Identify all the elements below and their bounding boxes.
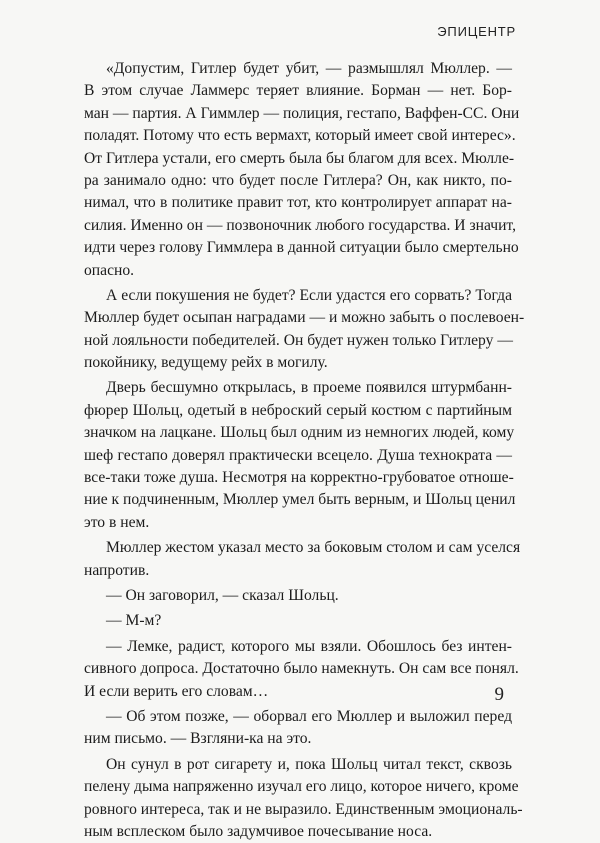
text-line: ным всплеском было задумчивое почесывание носа. xyxy=(84,822,433,840)
text-line: И если верить его словам… xyxy=(84,682,269,700)
text-line: Дверь бесшумно открылась, в проеме появился штурмбанн- xyxy=(106,379,512,397)
page-number: 9 xyxy=(494,684,504,705)
text-line: — Он заговорил, — сказал Шольц. xyxy=(106,586,339,604)
text-line: — М-м? xyxy=(106,612,162,630)
text-line: ман — партия. А Гиммлер — полиция, гестапо, Ваффен-СС. Они xyxy=(84,104,520,122)
text-line: Мюллер жестом указал место за боковым столом и сам уселся xyxy=(106,539,521,557)
text-line: это в нем. xyxy=(84,513,150,531)
text-line: ра занимало одно: что будет после Гитлера? Он, как никто, по- xyxy=(84,171,512,189)
text-line: поладят. Потому что есть вермахт, который имеет свой интерес». xyxy=(84,127,516,145)
text-line: нимал, что в политике правит тот, кто контролирует аппарат на- xyxy=(84,194,512,212)
body-text xyxy=(84,58,525,843)
text-line: значком на лацкане. Шольц был одним из немногих людей, кому xyxy=(84,424,515,442)
text-line: ним письмо. — Взгляни-ка на это. xyxy=(84,730,312,748)
text-line: ной лояльности победителей. Он будет нужен только Гитлеру — xyxy=(84,331,513,349)
text-line: силия. Именно он — позвоночник любого государства. И значит, xyxy=(84,216,516,234)
text-line: Он сунул в рот сигарету и, пока Шольц читал текст, сквозь xyxy=(106,755,512,773)
text-line: А если покушения не будет? Если удастся его сорвать? Тогда xyxy=(106,286,512,304)
text-line: — Об этом позже, — оборвал его Мюллер и выложил перед xyxy=(106,707,512,725)
text-line: ровного интереса, так и не выразило. Единственным эмоциональ- xyxy=(84,800,523,818)
text-line: От Гитлера устали, его смерть была бы благом для всех. Мюлле- xyxy=(84,149,515,167)
text-line: идти через голову Гиммлера в данной ситуации было смертельно xyxy=(84,239,519,257)
text-line: пелену дыма напряженно изучал его лицо, которое ничего, кроме xyxy=(84,778,519,796)
text-line: Мюллер будет осыпан наградами — и можно забыть о послевоен- xyxy=(84,309,525,327)
text-line: все-таки тоже душа. Несмотря на корректно-грубоватое отноше- xyxy=(84,469,514,487)
text-line: шеф гестапо доверял практически всецело. Душа технократа — xyxy=(84,446,512,464)
text-line: «Допустим, Гитлер будет убит, — размышлял Мюллер. — xyxy=(106,60,512,77)
text-line: сивного допроса. Достаточно было намекнуть. Он сам все понял. xyxy=(84,660,519,678)
text-line: фюрер Шольц, одетый в неброский серый костюм с партийным xyxy=(84,401,512,419)
text-line: напротив. xyxy=(84,561,150,579)
text-line: ние к подчиненным, Мюллер умел быть верным, и Шольц ценил xyxy=(84,491,516,509)
running-title: ЭПИЦЕНТР xyxy=(437,24,516,39)
text-line: — Лемке, радист, которого мы взяли. Обошлось без интен- xyxy=(106,637,512,655)
text-line: опасно. xyxy=(84,261,135,279)
text-line: покойнику, ведущему рейх в могилу. xyxy=(84,354,328,372)
text-line: В этом случае Ламмерс теряет влияние. Борман — нет. Бор- xyxy=(84,82,512,100)
